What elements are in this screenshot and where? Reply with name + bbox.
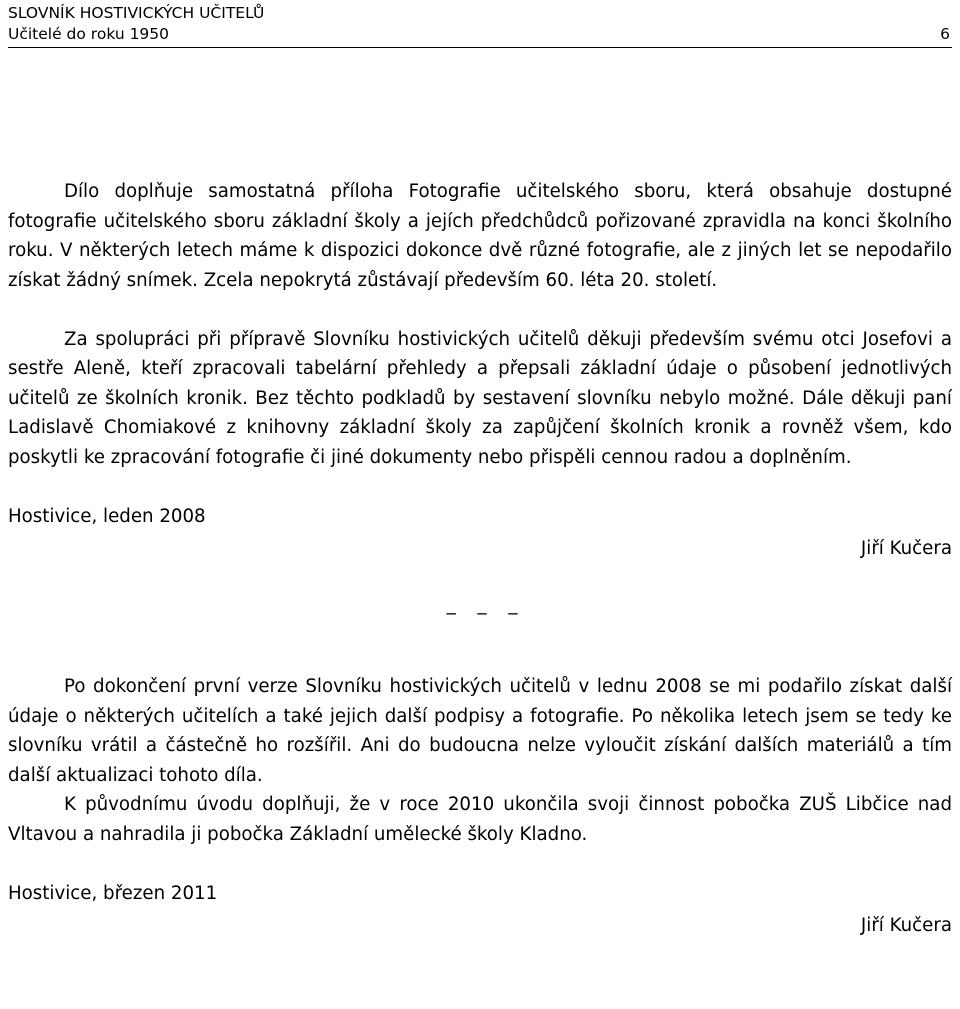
document-title: SLOVNÍK HOSTIVICKÝCH UČITELŮ	[8, 4, 265, 22]
page-content	[8, 177, 952, 941]
spacer	[8, 472, 952, 502]
signature-2011: Jiří Kučera	[860, 915, 952, 936]
signature-2008: Jiří Kučera	[860, 538, 952, 559]
page-number: 6	[940, 25, 950, 43]
paragraph-second-edition: Po dokončení první verze Slovníku hostivických učitelů v lednu 2008 se mi podařilo získat další údaje o některých učitelích a také jejich další podpisy a fotografie. Po několika letech jsem se tedy ke slovníku vrátil a částečně ho rozšířil. Ani do budoucna nelze vyloučit získání dalších materiálů a tím další aktualizaci tohoto díla.	[8, 676, 952, 786]
paragraph-acknowledgements: Za spolupráci při přípravě Slovníku hostivických učitelů děkuji především svému otci Josefovi a sestře Aleně, kteří zpracovali tabelární přehledy a přepsali základní údaje o působení jednotlivých učitelů ze školních kronik. Bez těchto podkladů by sestavení slovníku nebylo možné. Dále děkuji paní Ladislavě Chomiakové z knihovny základní školy za zapůjčení školních kronik a rovněž všem, kdo poskytli ke zpracování fotografie či jiné dokumenty nebo přispěli cennou radou a doplněním.	[8, 328, 952, 468]
spacer	[8, 849, 952, 879]
document-subtitle: Učitelé do roku 1950	[8, 25, 170, 43]
section-separator: _ _ _	[446, 593, 526, 615]
paragraph-photo-appendix: Dílo doplňuje samostatná příloha Fotografie učitelského sboru, která obsahuje dostupné fotografie učitelského sboru základní školy a jejích předchůdců pořizované zpravidla na konci školního roku. V některých letech máme k dispozici dokonce dvě různé fotografie, ale z jiných let se nepodařilo získat žádný snímek. Zcela nepokrytá zůstávají především 60. léta 20. století.	[8, 181, 952, 291]
page-header	[8, 3, 952, 48]
place-date-2011: Hostivice, březen 2011	[8, 882, 218, 904]
place-date-2008: Hostivice, leden 2008	[8, 505, 206, 527]
spacer	[8, 295, 952, 325]
paragraph-zus-branch: K původnímu úvodu doplňuji, že v roce 2010 ukončila svoji činnost pobočka ZUŠ Libčice nad Vltavou a nahradila ji pobočka Základní umělecké školy Kladno.	[8, 794, 952, 845]
